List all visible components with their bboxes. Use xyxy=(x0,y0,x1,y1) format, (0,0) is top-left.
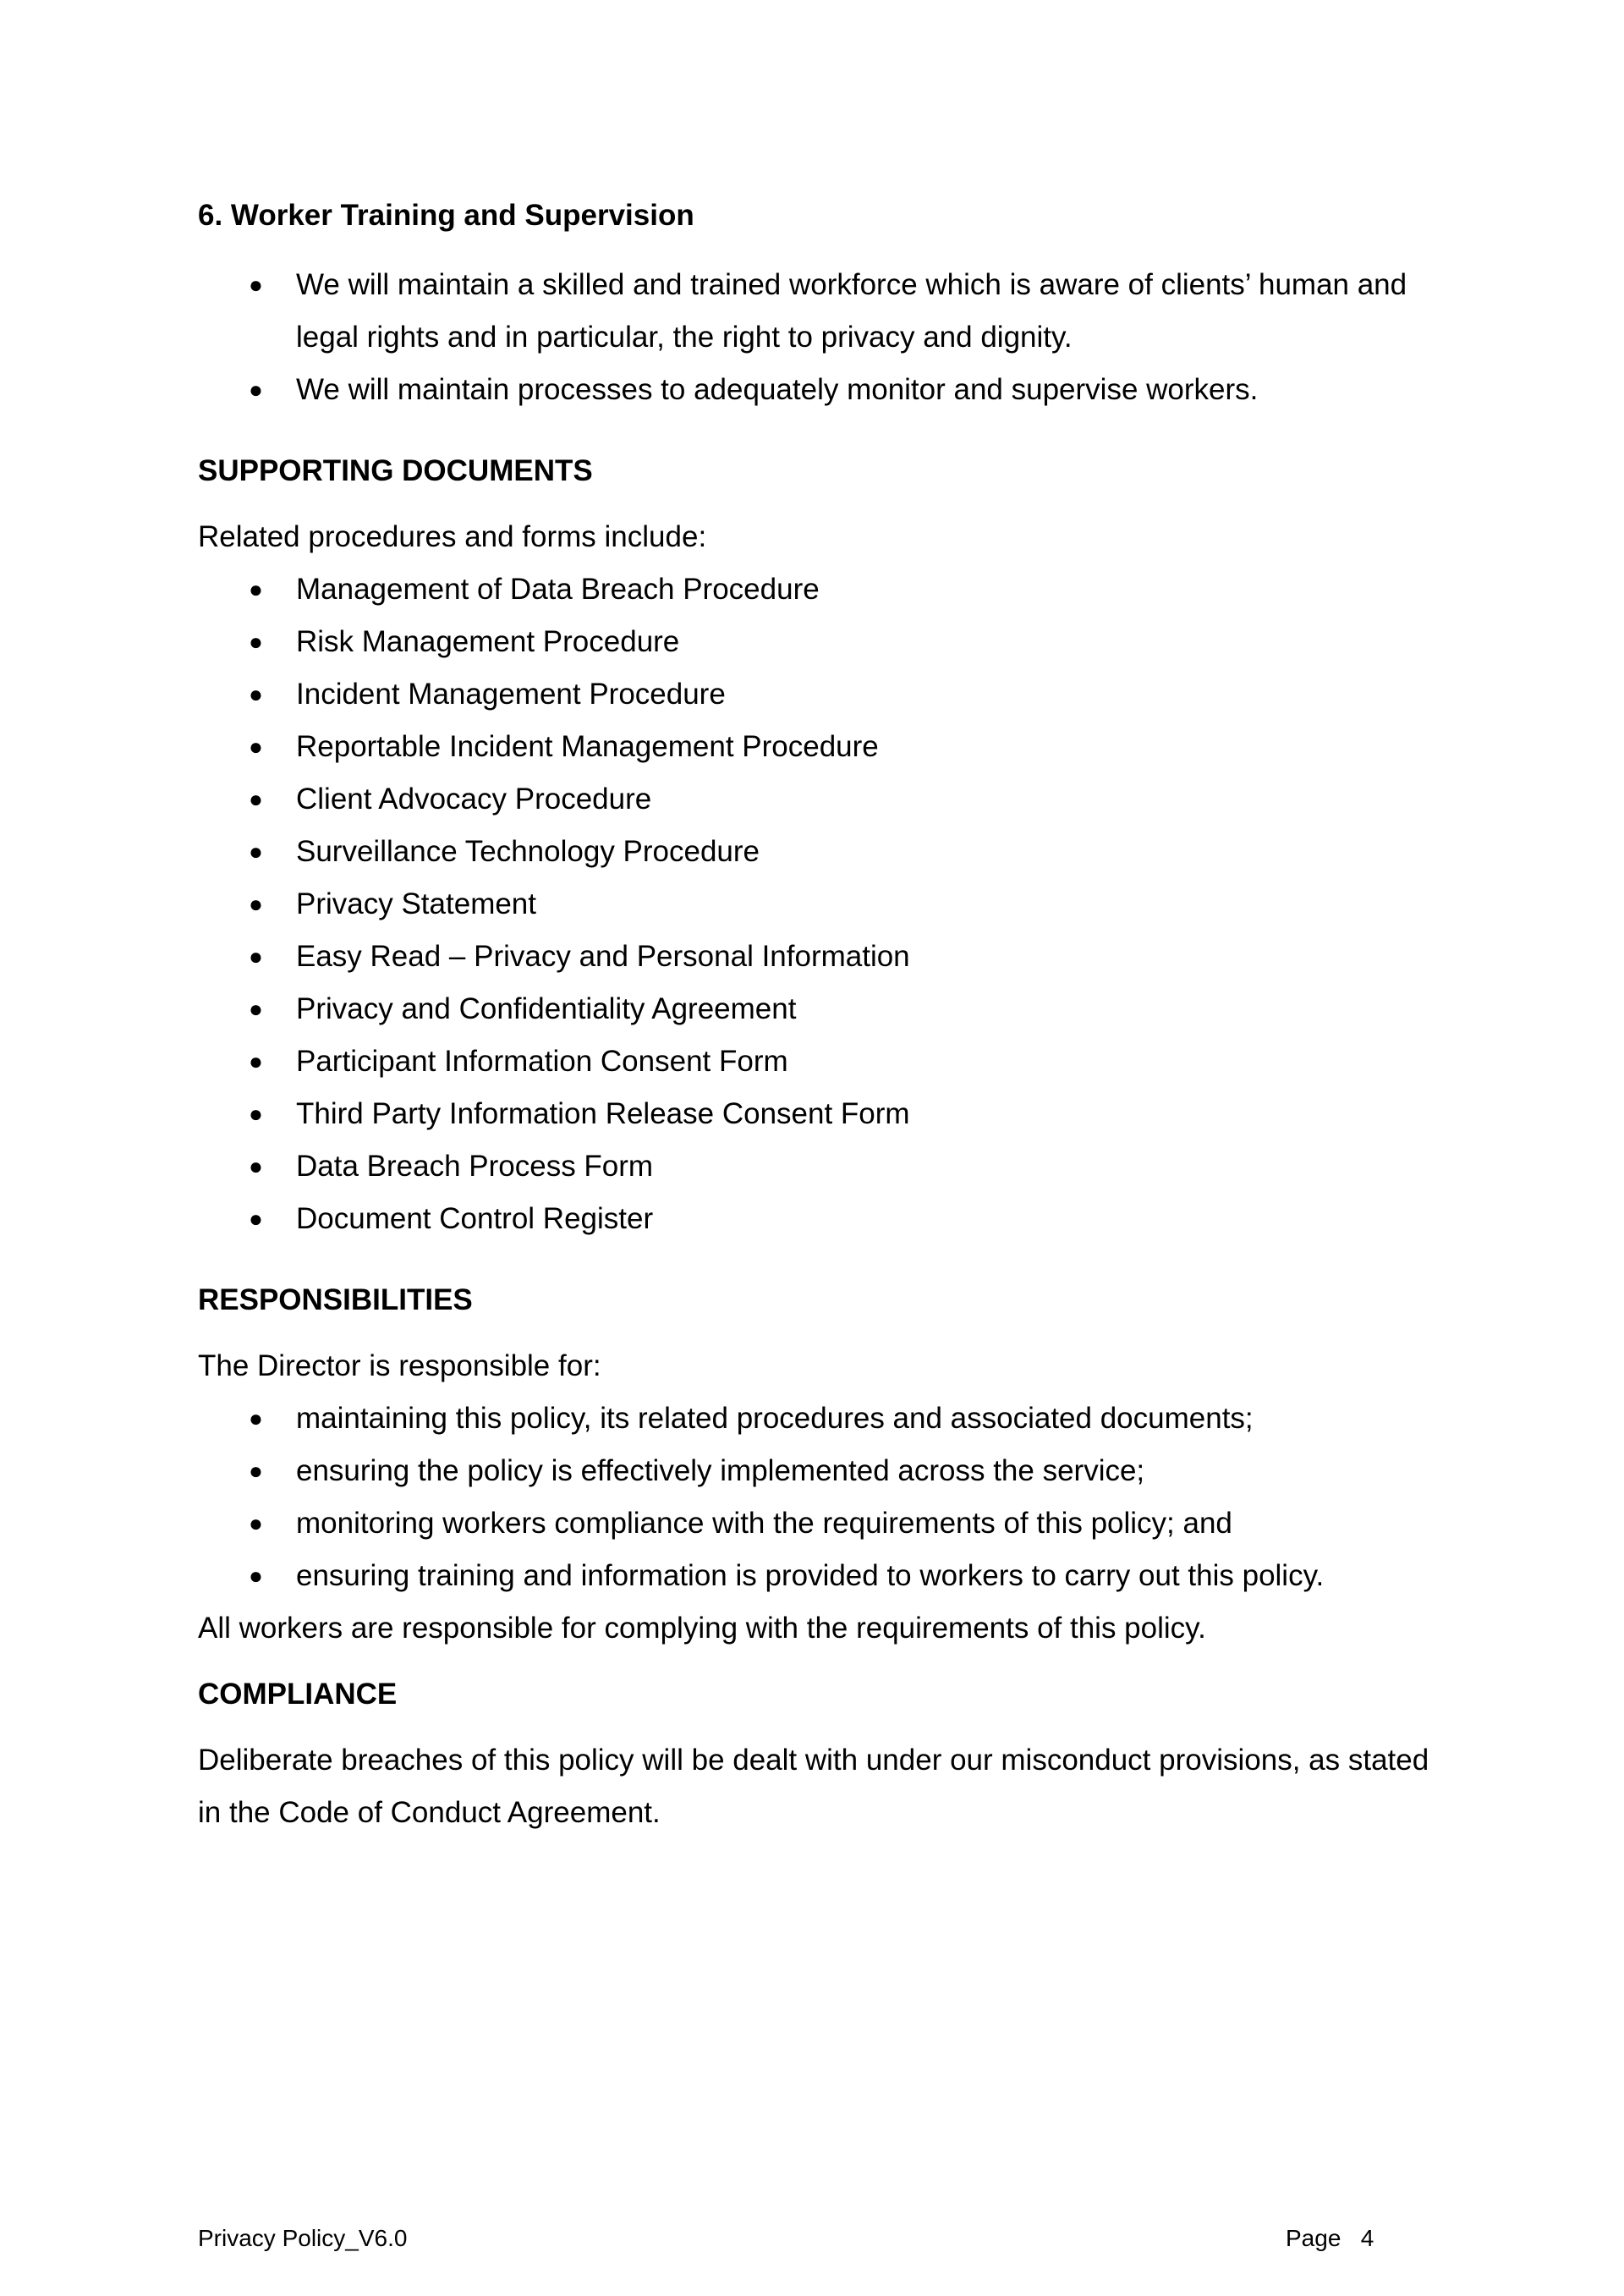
bullet-icon: ● xyxy=(249,629,263,655)
page-content xyxy=(198,191,1450,1839)
bullet-icon: ● xyxy=(249,681,263,707)
section-heading-supporting-documents: SUPPORTING DOCUMENTS xyxy=(198,454,593,487)
list-item: ● Management of Data Breach Procedure xyxy=(198,563,1450,616)
compliance-text: Deliberate breaches of this policy will be dealt with under our misconduct provisions, as stated in the Code of Conduct Agreement. xyxy=(198,1744,1429,1829)
list-item: ● Document Control Register xyxy=(198,1193,1450,1245)
section-heading-worker-training: 6. Worker Training and Supervision xyxy=(198,199,694,232)
bullet-icon: ● xyxy=(249,1563,263,1589)
list-item: ● Client Advocacy Procedure xyxy=(198,773,1450,826)
bullet-icon: ● xyxy=(249,943,263,969)
list-item: ● Incident Management Procedure xyxy=(198,668,1450,721)
bullet-icon: ● xyxy=(249,1206,263,1232)
supporting-documents-list xyxy=(198,563,1450,1245)
section-heading-responsibilities: RESPONSIBILITIES xyxy=(198,1283,473,1316)
bullet-icon: ● xyxy=(249,733,263,760)
list-item: ● Risk Management Procedure xyxy=(198,616,1450,668)
responsibilities-closing: All workers are responsible for complying with the requirements of this policy. xyxy=(198,1612,1206,1645)
list-item: ● Easy Read – Privacy and Personal Information xyxy=(198,931,1450,983)
list-item: ● Participant Information Consent Form xyxy=(198,1035,1450,1088)
list-item: ● Reportable Incident Management Procedure xyxy=(198,721,1450,773)
list-item: ● Surveillance Technology Procedure xyxy=(198,826,1450,878)
footer-document-name: Privacy Policy_V6.0 xyxy=(198,2225,408,2251)
footer-page-number xyxy=(1286,2225,1374,2252)
list-item: ● Data Breach Process Form xyxy=(198,1140,1450,1193)
responsibilities-intro: The Director is responsible for: xyxy=(198,1349,601,1382)
bullet-icon: ● xyxy=(249,996,263,1022)
bullet-icon: ● xyxy=(249,1405,263,1431)
list-item: ● We will maintain a skilled and trained workforce which is aware of clients’ human and legal rights and in particular, the right to privacy and dignity. xyxy=(198,259,1450,364)
page-number: 4 xyxy=(1360,2225,1374,2251)
bullet-icon: ● xyxy=(249,786,263,812)
responsibilities-list xyxy=(198,1392,1450,1602)
list-item: ● ensuring training and information is provided to workers to carry out this policy. xyxy=(198,1550,1450,1602)
bullet-icon: ● xyxy=(249,1153,263,1179)
bullet-icon: ● xyxy=(249,576,263,602)
bullet-icon: ● xyxy=(249,838,263,865)
list-item: ● Privacy and Confidentiality Agreement xyxy=(198,983,1450,1035)
bullet-icon: ● xyxy=(249,1510,263,1536)
list-item: ● maintaining this policy, its related procedures and associated documents; xyxy=(198,1392,1450,1445)
list-item: ● Privacy Statement xyxy=(198,878,1450,931)
bullet-icon: ● xyxy=(249,272,263,298)
section-heading-compliance: COMPLIANCE xyxy=(198,1678,398,1711)
page-label: Page xyxy=(1286,2225,1341,2251)
bullet-icon: ● xyxy=(249,891,263,917)
bullet-icon: ● xyxy=(249,1101,263,1127)
bullet-icon: ● xyxy=(249,1048,263,1074)
supporting-intro: Related procedures and forms include: xyxy=(198,520,707,553)
worker-training-list xyxy=(198,259,1450,416)
list-item: ● monitoring workers compliance with the requirements of this policy; and xyxy=(198,1497,1450,1550)
bullet-icon: ● xyxy=(249,1458,263,1484)
bullet-icon: ● xyxy=(249,376,263,403)
list-item: ● Third Party Information Release Consent Form xyxy=(198,1088,1450,1140)
list-item: ● ensuring the policy is effectively implemented across the service; xyxy=(198,1445,1450,1497)
list-item: ● We will maintain processes to adequately monitor and supervise workers. xyxy=(198,364,1450,416)
